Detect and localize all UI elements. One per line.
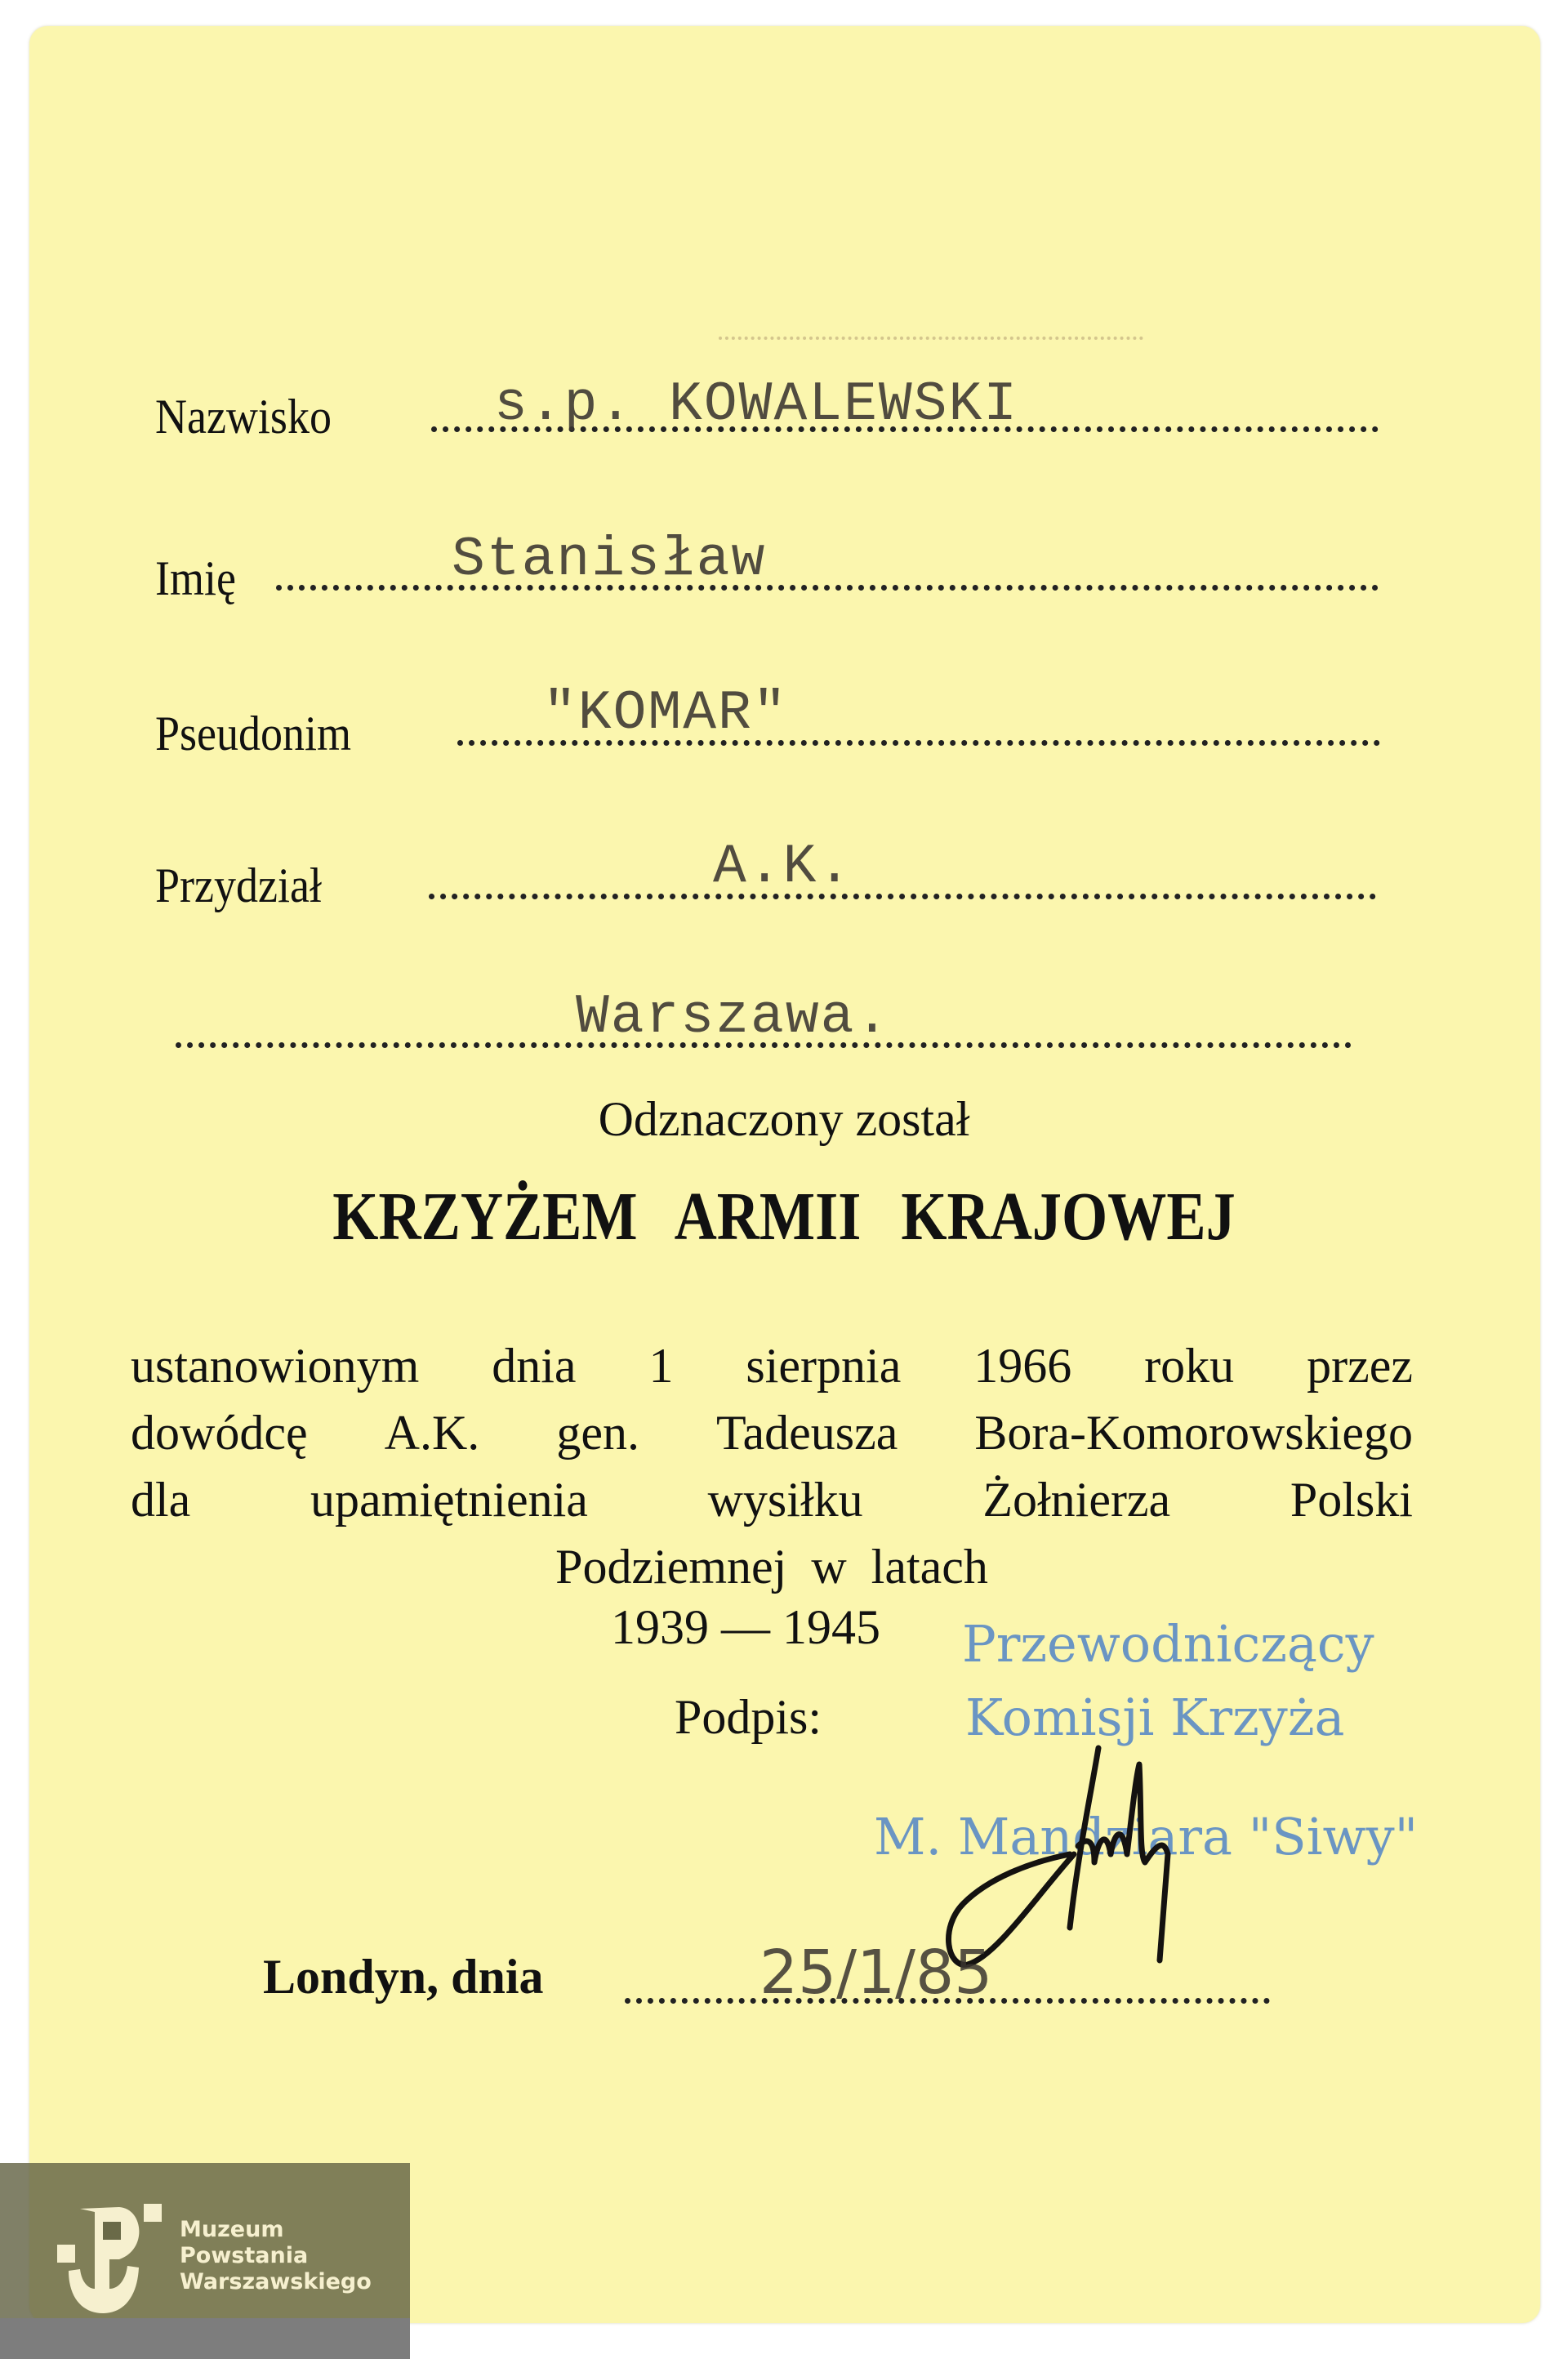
stamp-line-3: M. Mandziara "Siwy" xyxy=(874,1807,1419,1866)
word: sierpnia xyxy=(746,1339,902,1393)
word: dnia xyxy=(492,1339,577,1393)
word: 1966 xyxy=(973,1339,1072,1393)
description-line-3 xyxy=(131,1457,1413,1527)
word: Polski xyxy=(1290,1473,1413,1527)
field-label: Pseudonim xyxy=(155,707,352,760)
field-pseudonym xyxy=(155,682,1568,760)
description-line-1 xyxy=(131,1323,1413,1393)
museum-name-line-3: Warszawskiego xyxy=(180,2269,372,2294)
word: ustanowionym xyxy=(131,1339,420,1393)
word: Tadeusza xyxy=(716,1406,898,1460)
word: Żołnierza xyxy=(982,1473,1171,1527)
description-line-4: Podziemnej w latach xyxy=(555,1540,988,1594)
word: dowódcę xyxy=(131,1406,308,1460)
word: 1 xyxy=(648,1339,674,1393)
location-value: Warszawa. xyxy=(576,986,891,1049)
field-label: Imię xyxy=(155,551,236,605)
bleed-through-marks xyxy=(719,337,1143,340)
word: A.K. xyxy=(384,1406,480,1460)
field-label: Nazwisko xyxy=(155,390,332,444)
dotted-line xyxy=(429,894,1376,899)
date-value: 25/1/85 xyxy=(760,1938,993,2008)
signature-label: Podpis: xyxy=(675,1690,822,1744)
surname-value: s.p. KOWALEWSKI xyxy=(494,373,1019,436)
museum-name-line-1: Muzeum xyxy=(180,2217,284,2242)
word: dla xyxy=(131,1473,191,1527)
field-label: Przydział xyxy=(155,858,322,912)
awarded-text: Odznaczony został xyxy=(598,1092,970,1146)
assignment-value: A.K. xyxy=(713,836,853,899)
award-title: KRZYŻEM ARMII KRAJOWEJ xyxy=(332,1179,1236,1255)
award-description xyxy=(131,1323,1413,1594)
description-line-2 xyxy=(131,1390,1413,1460)
word: przez xyxy=(1307,1339,1413,1393)
museum-name xyxy=(180,2217,372,2295)
word: wysiłku xyxy=(707,1473,863,1527)
place-date-label: Londyn, dnia xyxy=(263,1950,544,2004)
museum-watermark xyxy=(0,2163,410,2359)
word: gen. xyxy=(556,1406,639,1460)
years-text: 1939 — 1945 xyxy=(611,1600,880,1654)
stamp-line-2: Komisji Krzyża xyxy=(965,1688,1345,1747)
kotwica-anchor-logo-icon xyxy=(54,2201,168,2315)
pseudonym-value: "KOMAR" xyxy=(543,682,788,745)
museum-name-line-2: Powstania xyxy=(180,2243,309,2268)
dotted-line xyxy=(276,585,1379,591)
field-first-name xyxy=(155,529,1568,603)
word: upamiętnienia xyxy=(310,1473,588,1527)
stamp-line-1: Przewodniczący xyxy=(962,1614,1374,1674)
word: roku xyxy=(1144,1339,1235,1393)
first-name-value: Stanisław xyxy=(452,528,767,591)
word: Bora-Komorowskiego xyxy=(974,1406,1413,1460)
